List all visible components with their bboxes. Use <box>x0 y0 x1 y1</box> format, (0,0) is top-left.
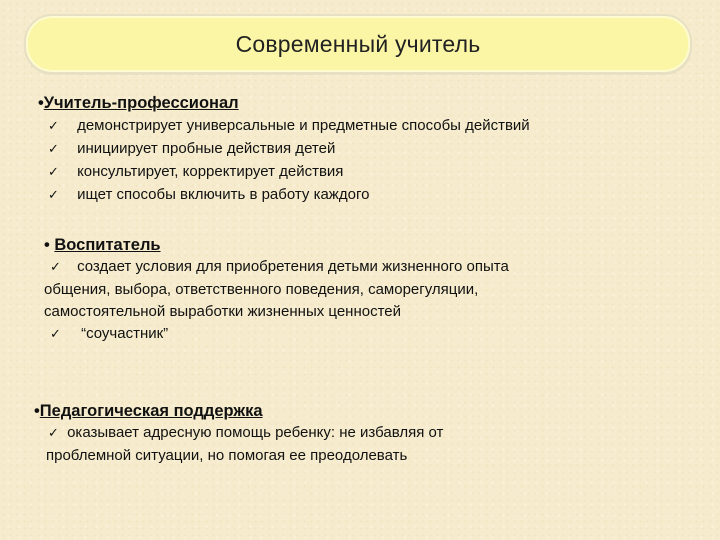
item-continuation: общения, выбора, ответственного поведения, саморегуляции, <box>44 281 479 298</box>
list-item <box>48 138 530 161</box>
check-icon: ✓ <box>48 119 59 134</box>
section-heading <box>38 94 530 113</box>
section-heading <box>34 402 443 421</box>
list-item <box>48 161 530 184</box>
check-icon: ✓ <box>48 426 59 441</box>
list-item <box>34 422 443 445</box>
item-continuation: самостоятельной выработки жизненных ценностей <box>44 303 401 320</box>
item-text: оказывает адресную помощь ребенку: не избавляя от <box>67 424 444 441</box>
item-text: инициирует пробные действия детей <box>77 140 336 157</box>
item-continuation: проблемной ситуации, но помогая ее преодолевать <box>46 447 408 464</box>
item-text: консультирует, корректирует действия <box>77 163 344 180</box>
heading-text: Педагогическая поддержка <box>39 402 263 420</box>
list-item <box>48 184 530 207</box>
item-text: “соучастник” <box>81 325 169 342</box>
slide-title: Современный учитель <box>235 30 481 57</box>
list-item <box>44 323 509 346</box>
check-icon: ✓ <box>50 260 61 275</box>
check-icon: ✓ <box>48 142 59 157</box>
item-text: демонстрирует универсальные и предметные способы действий <box>77 117 530 134</box>
heading-text: Воспитатель <box>54 236 161 254</box>
item-text: ищет способы включить в работу каждого <box>77 186 370 203</box>
check-icon: ✓ <box>48 165 59 180</box>
section-educator <box>44 236 509 346</box>
list-item <box>44 256 509 279</box>
section-heading <box>44 236 509 255</box>
heading-text: Учитель-профессионал <box>43 94 239 112</box>
title-banner <box>24 14 692 74</box>
list-item <box>48 115 530 138</box>
item-text: создает условия для приобретения детьми жизненного опыта <box>77 258 509 275</box>
section-teacher-professional <box>38 94 530 207</box>
section-pedagogical-support <box>34 402 443 467</box>
bullet: • <box>44 236 50 254</box>
bullet: • <box>34 402 40 420</box>
bullet: • <box>38 94 44 112</box>
check-icon: ✓ <box>50 327 61 342</box>
check-icon: ✓ <box>48 188 59 203</box>
